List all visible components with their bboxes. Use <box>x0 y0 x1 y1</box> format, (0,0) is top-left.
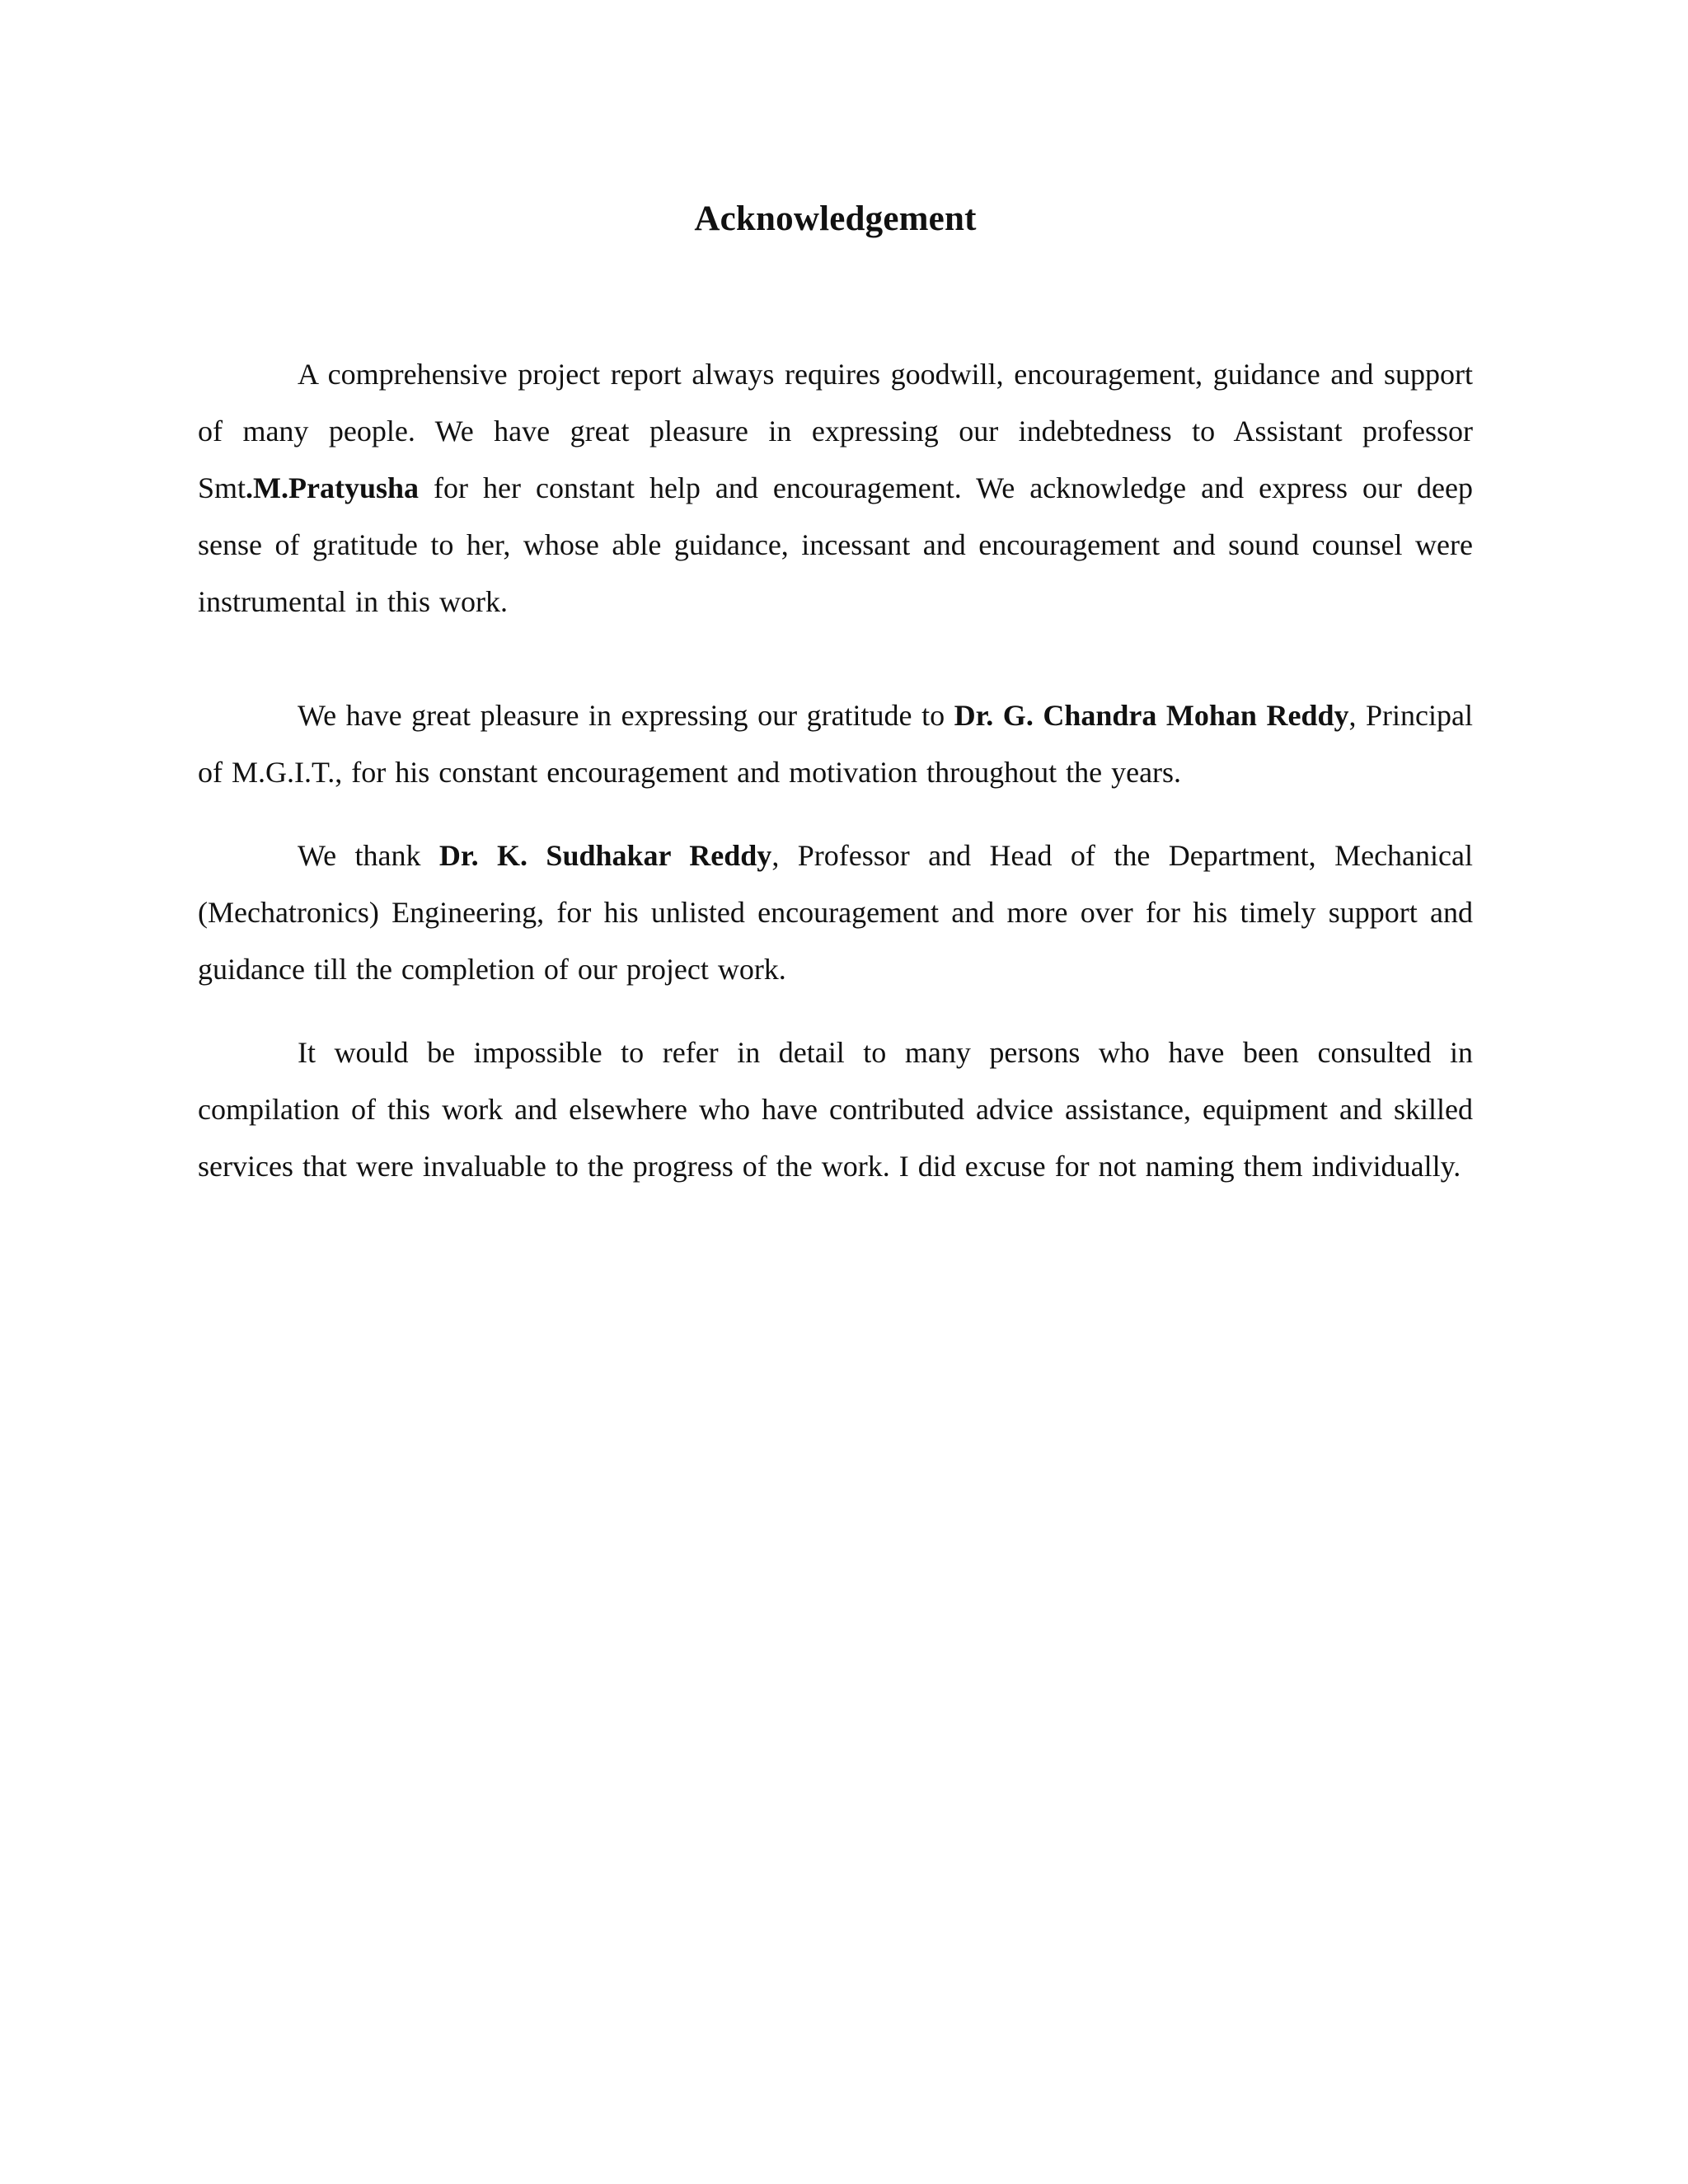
paragraph-3 <box>198 827 1473 998</box>
paragraph-1 <box>198 346 1473 630</box>
paragraph-3-text-a: We thank <box>298 839 439 872</box>
paragraph-2-bold-name: Dr. G. Chandra Mohan Reddy <box>954 699 1349 732</box>
paragraph-3-bold-name: Dr. K. Sudhakar Reddy <box>438 839 772 872</box>
paragraph-2-text-b: , Principal of M.G.I.T., for his constant encouragement and motivation throughout the years. <box>198 699 1474 789</box>
page-content <box>198 196 1473 1195</box>
paragraph-1-bold-name: .M.Pratyusha <box>246 471 420 504</box>
paragraph-2 <box>198 687 1473 801</box>
paragraph-2-text-a: We have great pleasure in expressing our gratitude to <box>298 699 954 732</box>
paragraph-3-text-b: , Professor and Head of the Department, Mechanical (Mechatronics) Engineering, for his unlisted encouragement and more over for his timely support and guidance till the completion of our project work. <box>198 839 1473 986</box>
paragraph-1-text-a: A comprehensive project report always requires goodwill, encouragement, guidance and support of many people. We have great pleasure in expressing our indebtedness to Assistant professor Smt <box>198 358 1473 504</box>
paragraph-4: It would be impossible to refer in detail to many persons who have been consulted in compilation of this work and elsewhere who have contributed advice assistance, equipment and skilled services that were invaluable to the progress of the work. I did excuse for not naming them individually. <box>198 1036 1473 1183</box>
page-title: Acknowledgement <box>694 199 977 238</box>
paragraph-1-text-b: for her constant help and encouragement. We acknowledge and express our deep sense of gratitude to her, whose able guidance, incessant and encouragement and sound counsel were instrumental in this work. <box>198 471 1473 618</box>
